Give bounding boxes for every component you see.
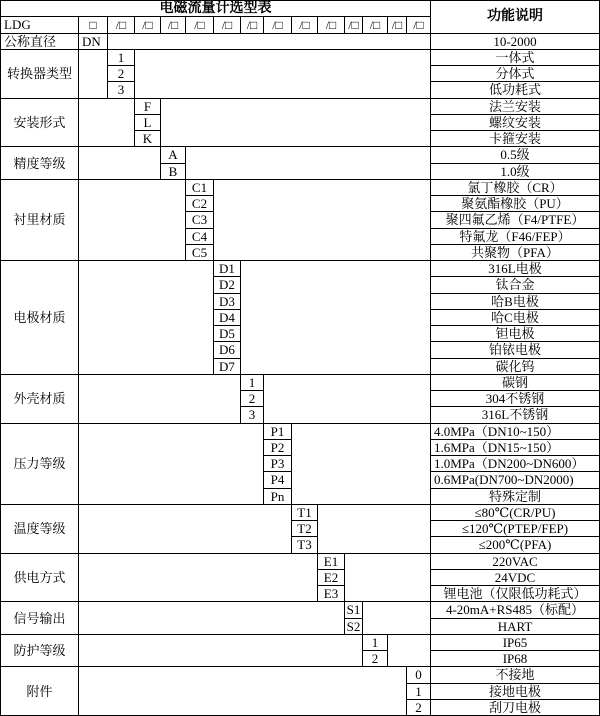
category-cell: 供电方式 <box>1 554 78 602</box>
code-cell: 1 <box>363 635 387 650</box>
category-cell: 公称直径 <box>1 34 78 49</box>
code-cell: D3 <box>214 294 240 309</box>
code-cell: A <box>161 147 185 162</box>
code-cell: P4 <box>264 472 291 487</box>
function-cell: 氯丁橡胶（CR） <box>431 180 599 195</box>
model-prefix: LDG <box>1 17 78 32</box>
code-cell: D1 <box>214 261 240 276</box>
category-cell: 转换器类型 <box>1 50 78 98</box>
model-slash-box-cell: /□ <box>108 17 134 32</box>
code-cell: 3 <box>241 407 263 422</box>
function-cell: 316L电极 <box>431 261 599 276</box>
function-cell: 碳化钨 <box>431 359 599 374</box>
function-cell: ≤120℃(PTEP/FEP) <box>431 521 599 536</box>
code-cell: 1 <box>108 50 134 65</box>
category-cell: 精度等级 <box>1 147 78 179</box>
code-cell: F <box>135 99 160 114</box>
function-cell: ≤200℃(PFA) <box>431 537 599 552</box>
code-cell: C5 <box>186 245 213 260</box>
code-cell: P2 <box>264 440 291 455</box>
code-cell: K <box>135 131 160 146</box>
model-slash-box-cell: /□ <box>388 17 406 32</box>
code-cell: 2 <box>407 700 430 715</box>
function-cell: 220VAC <box>431 554 599 569</box>
code-cell: Pn <box>264 489 291 504</box>
code-cell: C1 <box>186 180 213 195</box>
function-cell: 哈B电极 <box>431 294 599 309</box>
code-cell: E3 <box>318 586 344 601</box>
model-slash-box-cell: /□ <box>241 17 263 32</box>
model-slash-box-cell: /□ <box>318 17 344 32</box>
function-header: 功能说明 <box>431 1 599 33</box>
model-slash-box-cell: /□ <box>407 17 430 32</box>
code-cell: DN <box>79 34 107 49</box>
function-cell: 碳钢 <box>431 375 599 390</box>
function-cell: 共聚物（PFA） <box>431 245 599 260</box>
code-cell: S1 <box>346 602 361 618</box>
code-cell: P3 <box>264 456 291 471</box>
category-cell: 信号输出 <box>1 602 78 634</box>
function-cell: 4.0MPa（DN10~150） <box>431 424 599 439</box>
code-cell: E1 <box>318 554 344 569</box>
blank-cell <box>79 424 263 504</box>
blank-cell <box>135 50 430 98</box>
category-cell: 附件 <box>1 667 78 715</box>
function-cell: HART <box>431 619 599 634</box>
code-cell: E2 <box>318 570 344 585</box>
code-cell: 3 <box>108 82 134 97</box>
blank-cell <box>161 99 430 147</box>
function-cell: 316L不锈钢 <box>431 407 599 422</box>
blank-cell <box>388 635 430 667</box>
blank-cell <box>79 99 134 147</box>
function-cell: 聚氨酯橡胶（PU） <box>431 196 599 211</box>
function-cell: 10-2000 <box>431 34 599 49</box>
function-cell: ≤80℃(CR/PU) <box>431 505 599 520</box>
blank-cell <box>79 635 362 667</box>
code-cell: S2 <box>346 618 361 634</box>
category-cell: 防护等级 <box>1 635 78 667</box>
blank-cell <box>79 261 213 374</box>
function-cell: 0.5级 <box>431 147 599 162</box>
function-cell: 卡箍安装 <box>431 131 599 146</box>
function-cell: 1.6MPa（DN15~150） <box>431 440 599 455</box>
category-cell: 安装形式 <box>1 99 78 147</box>
table-title: 电磁流量计选型表 <box>1 1 430 16</box>
code-cell: L <box>135 115 160 130</box>
blank-cell <box>318 505 430 553</box>
function-cell: 特氟龙（F46/FEP） <box>431 229 599 244</box>
model-slash-box-cell: /□ <box>345 17 362 32</box>
function-cell: 304不锈钢 <box>431 391 599 406</box>
code-cell: 2 <box>108 66 134 81</box>
blank-cell <box>241 261 430 374</box>
blank-cell <box>214 180 430 260</box>
code-cell: 2 <box>241 391 263 406</box>
function-cell: IP68 <box>431 651 599 666</box>
blank-cell <box>79 505 291 553</box>
category-cell: 温度等级 <box>1 505 78 553</box>
blank-cell <box>264 375 430 423</box>
code-cell: C2 <box>186 196 213 211</box>
category-cell: 压力等级 <box>1 424 78 504</box>
blank-cell <box>79 375 240 423</box>
blank-cell <box>79 50 107 98</box>
function-cell: 铂铱电极 <box>431 342 599 357</box>
code-cell: D7 <box>214 359 240 374</box>
code-cell: D2 <box>214 277 240 292</box>
function-cell: 1.0MPa（DN200~DN600） <box>431 456 599 471</box>
code-cell: P1 <box>264 424 291 439</box>
function-cell: 24VDC <box>431 570 599 585</box>
function-cell: 4-20mA+RS485（标配） <box>431 602 599 617</box>
model-slash-box-cell: /□ <box>292 17 317 32</box>
model-slash-box-cell: /□ <box>363 17 387 32</box>
category-cell: 电极材质 <box>1 261 78 374</box>
blank-cell <box>79 667 406 715</box>
blank-cell <box>79 180 185 260</box>
code-cell: C4 <box>186 229 213 244</box>
function-cell: 锂电池（仅限低功耗式） <box>431 586 599 601</box>
function-cell: 螺纹安装 <box>431 115 599 130</box>
model-slash-box-cell: /□ <box>214 17 240 32</box>
code-cell: C3 <box>186 212 213 227</box>
blank-cell <box>186 147 430 179</box>
code-cell: D6 <box>214 342 240 357</box>
blank-cell <box>79 147 160 179</box>
function-cell: 0.6MPa(DN700~DN2000) <box>431 472 599 487</box>
model-slash-box-cell: /□ <box>161 17 185 32</box>
code-cell: D5 <box>214 326 240 341</box>
model-slash-box-cell: /□ <box>186 17 213 32</box>
blank-cell <box>79 554 317 602</box>
code-cell: B <box>161 164 185 179</box>
code-cell: 1 <box>407 684 430 699</box>
code-cell: 1 <box>241 375 263 390</box>
function-cell: 低功耗式 <box>431 82 599 97</box>
function-cell: 法兰安装 <box>431 99 599 114</box>
model-box-cell: □ <box>79 17 107 32</box>
blank-cell <box>79 602 344 634</box>
model-slash-box-cell: /□ <box>264 17 291 32</box>
function-cell: IP65 <box>431 635 599 650</box>
code-cell: T1 <box>292 505 317 520</box>
function-cell: 哈C电极 <box>431 310 599 325</box>
code-cell: D4 <box>214 310 240 325</box>
code-cell: 0 <box>407 667 430 682</box>
function-cell: 1.0级 <box>431 164 599 179</box>
blank-cell <box>108 34 430 49</box>
function-cell: 特殊定制 <box>431 489 599 504</box>
blank-cell <box>363 602 430 634</box>
function-cell: 聚四氟乙烯（F4/PTFE） <box>431 212 599 227</box>
category-cell: 外壳材质 <box>1 375 78 423</box>
code-cell: T3 <box>292 537 317 552</box>
function-cell: 刮刀电极 <box>431 700 599 715</box>
function-cell: 不接地 <box>431 667 599 682</box>
code-cell: T2 <box>292 521 317 536</box>
blank-cell <box>345 554 430 602</box>
function-cell: 接地电极 <box>431 684 599 699</box>
function-cell: 钽电极 <box>431 326 599 341</box>
category-cell: 衬里材质 <box>1 180 78 260</box>
blank-cell <box>292 424 430 504</box>
function-cell: 一体式 <box>431 50 599 65</box>
model-slash-box-cell: /□ <box>135 17 160 32</box>
function-cell: 分体式 <box>431 66 599 81</box>
function-cell: 钛合金 <box>431 277 599 292</box>
code-cell: 2 <box>363 651 387 666</box>
